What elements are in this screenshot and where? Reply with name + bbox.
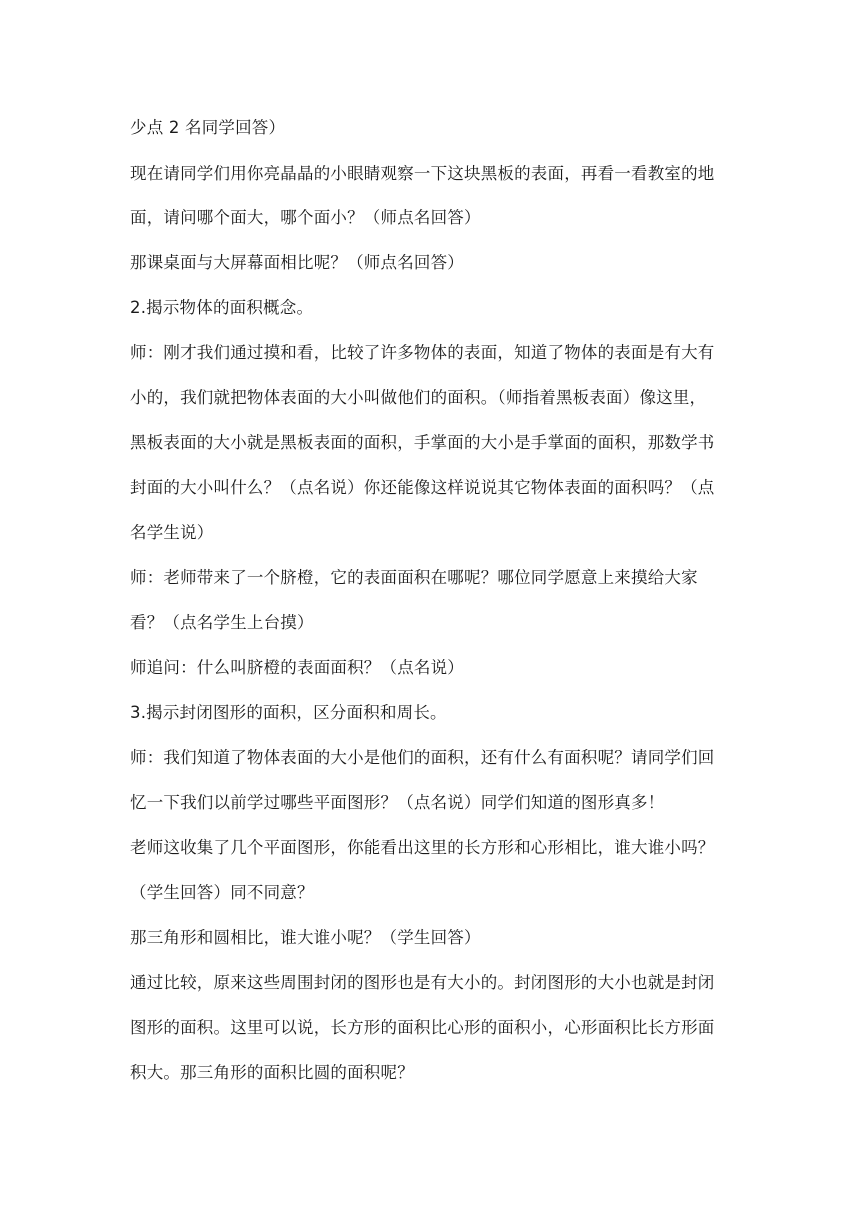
text-line: 少点 2 名同学回答） (130, 118, 286, 137)
text-line: 图形的面积。这里可以说，长方形的面积比心形的面积小，心形面积比长方形面 (130, 1018, 715, 1037)
section-heading: 3.揭示封闭图形的面积，区分面积和周长。 (130, 703, 447, 722)
text-line: 通过比较，原来这些周围封闭的图形也是有大小的。封闭图形的大小也就是封闭 (130, 973, 715, 992)
text-line: 现在请同学们用你亮晶晶的小眼睛观察一下这块黑板的表面，再看一看教室的地 (130, 164, 715, 183)
text-line: 那三角形和圆相比，谁大谁小呢？（学生回答） (130, 928, 481, 947)
text-line: 忆一下我们以前学过哪些平面图形？（点名说）同学们知道的图形真多！ (130, 793, 665, 812)
text-line: 面，请问哪个面大，哪个面小？（师点名回答） (130, 208, 481, 227)
text-line: 封面的大小叫什么？（点名说）你还能像这样说说其它物体表面的面积吗？（点 (130, 478, 715, 497)
text-line: 名学生说） (130, 523, 214, 542)
text-line: 黑板表面的大小就是黑板表面的面积，手掌面的大小是手掌面的面积，那数学书 (130, 433, 715, 452)
text-line: 师追问：什么叫脐橙的表面面积？（点名说） (130, 658, 464, 677)
text-line: 师：刚才我们通过摸和看，比较了许多物体的表面，知道了物体的表面是有大有 (130, 343, 715, 362)
text-line: 老师这收集了几个平面图形，你能看出这里的长方形和心形相比，谁大谁小吗？ (130, 838, 715, 857)
text-line: 看？（点名学生上台摸） (130, 613, 314, 632)
text-line: 小的，我们就把物体表面的大小叫做他们的面积。（师指着黑板表面）像这里， (130, 388, 707, 407)
text-line: 师：我们知道了物体表面的大小是他们的面积，还有什么有面积呢？请同学们回 (130, 748, 715, 767)
text-line: 积大。那三角形的面积比圆的面积呢？ (130, 1063, 414, 1082)
section-heading: 2.揭示物体的面积概念。 (130, 298, 314, 317)
text-line: （学生回答）同不同意？ (130, 883, 314, 902)
text-line: 那课桌面与大屏幕面相比呢？（师点名回答） (130, 253, 464, 272)
text-line: 师：老师带来了一个脐橙，它的表面面积在哪呢？哪位同学愿意上来摸给大家 (130, 568, 698, 587)
